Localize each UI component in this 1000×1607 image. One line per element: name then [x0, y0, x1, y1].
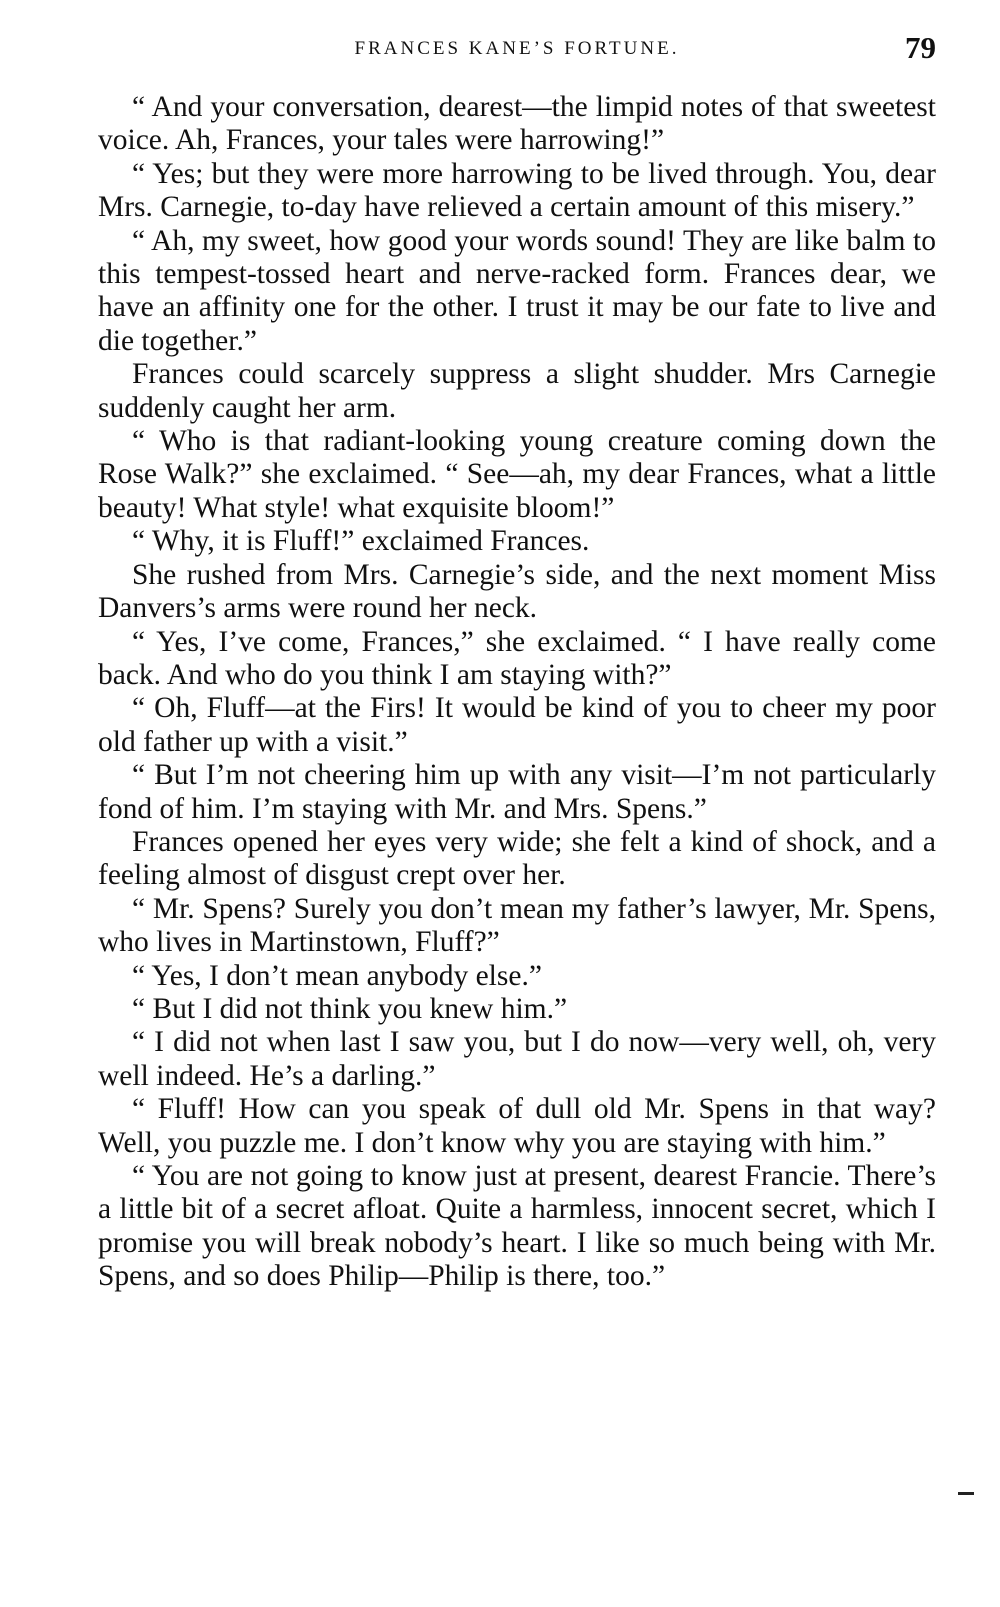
- paragraph: “ Mr. Spens? Surely you don’t mean my father’s lawyer, Mr. Spens, who lives in Martinstown, Fluff?”: [98, 892, 936, 959]
- paragraph: Frances could scarcely suppress a slight shudder. Mrs Carnegie suddenly caught her arm.: [98, 358, 936, 424]
- paragraph: “ Who is that radiant-looking young creature coming down the Rose Walk?” she exclaimed. “ See—ah, my dear Frances, what a little beauty! What style! what exquisite bloom!”: [98, 425, 936, 524]
- body-text: [98, 91, 936, 1294]
- paragraph: “ Yes, I’ve come, Frances,” she exclaimed. “ I have really come back. And who do you think I am staying with?”: [98, 625, 936, 691]
- paragraph: She rushed from Mrs. Carnegie’s side, and the next moment Miss Danvers’s arms were round her neck.: [98, 558, 936, 625]
- paragraph: “ Ah, my sweet, how good your words sound! They are like balm to this tempest-tossed heart and nerve-racked form. Frances dear, we have an affinity one for the other. I trust it may be our fate to live and die together.”: [98, 224, 936, 357]
- paragraph: “ And your conversation, dearest—the limpid notes of that sweetest voice. Ah, Frances, your tales were harrowing!”: [98, 91, 936, 157]
- running-head: [98, 30, 936, 70]
- paragraph: “ But I’m not cheering him up with any visit—I’m not particularly fond of him. I’m staying with Mr. and Mrs. Spens.”: [98, 759, 936, 825]
- paragraph: “ You are not going to know just at present, dearest Francie. There’s a little bit of a secret afloat. Quite a harmless, innocent secret, which I promise you will break nobody’s heart. I like so much being with Mr. Spens, and so does Philip—Philip is there, too.”: [98, 1160, 936, 1293]
- margin-dash-mark: [958, 1492, 974, 1495]
- page-number: 79: [905, 30, 936, 65]
- paragraph: “ I did not when last I saw you, but I do now—very well, oh, very well indeed. He’s a darling.”: [98, 1026, 936, 1092]
- paragraph: “ But I did not think you knew him.”: [132, 992, 568, 1025]
- paragraph: “ Yes, I don’t mean anybody else.”: [132, 959, 542, 992]
- paragraph: “ Why, it is Fluff!” exclaimed Frances.: [132, 525, 590, 558]
- paragraph: “ Fluff! How can you speak of dull old Mr. Spens in that way? Well, you puzzle me. I don’t know why you are staying with him.”: [98, 1093, 936, 1159]
- running-title: FRANCES KANE’S FORTUNE.: [354, 38, 680, 59]
- paragraph: “ Yes; but they were more harrowing to be lived through. You, dear Mrs. Carnegie, to-day have relieved a certain amount of this misery.”: [98, 157, 936, 224]
- paragraph: “ Oh, Fluff—at the Firs! It would be kind of you to cheer my poor old father up with a visit.”: [98, 692, 936, 758]
- paragraph: Frances opened her eyes very wide; she felt a kind of shock, and a feeling almost of disgust crept over her.: [98, 825, 936, 892]
